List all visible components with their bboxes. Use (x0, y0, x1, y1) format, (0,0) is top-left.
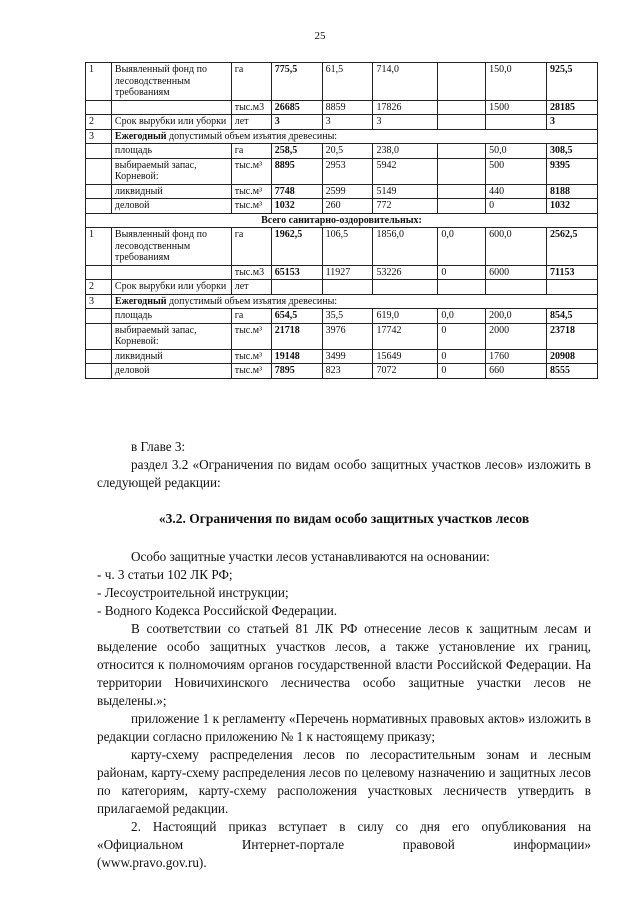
table-cell: Выявленный фонд по лесоводственным требованиям (111, 228, 231, 266)
table-cell: тыс.м³ (231, 199, 271, 214)
table-row (86, 213, 598, 228)
table-cell: 5149 (373, 184, 438, 199)
table-cell: 775,5 (271, 63, 322, 101)
table-cell: га (231, 309, 271, 324)
table-cell: 1962,5 (271, 228, 322, 266)
table-row (86, 144, 598, 159)
table-cell: 71153 (547, 265, 598, 280)
page-number: 25 (314, 30, 326, 42)
table-cell (486, 280, 547, 295)
table-cell: 1 (86, 63, 112, 101)
table-cell (86, 199, 112, 214)
table-cell: 3 (547, 115, 598, 130)
table-cell: 50,0 (486, 144, 547, 159)
table-row (86, 323, 598, 349)
table-cell: 20,5 (322, 144, 373, 159)
table-cell: 2562,5 (547, 228, 598, 266)
table-cell: 8188 (547, 184, 598, 199)
table-row (86, 100, 598, 115)
table-cell (111, 265, 231, 280)
table-row (86, 349, 598, 364)
table-cell: 3 (373, 115, 438, 130)
table-cell-text: допустимый объем изъятия древесины: (166, 130, 338, 142)
table-cell: 3976 (322, 323, 373, 349)
table-cell-text: допустимый объем изъятия древесины: (166, 295, 338, 307)
table-row (86, 158, 598, 184)
table-cell: 0,0 (438, 228, 486, 266)
table-cell: Срок вырубки или уборки (111, 280, 231, 295)
entry-into-force-paragraph: 2. Настоящий приказ вступает в силу со дня его опубликования на (131, 819, 591, 834)
table-cell: 258,5 (271, 144, 322, 159)
table-cell (322, 280, 373, 295)
table-cell (438, 115, 486, 130)
table-cell: 1032 (271, 199, 322, 214)
table-cell: 0 (438, 323, 486, 349)
table-cell: 308,5 (547, 144, 598, 159)
table-cell: площадь (111, 144, 231, 159)
table-row (86, 199, 598, 214)
table-cell: 8859 (322, 100, 373, 115)
table-cell: 65153 (271, 265, 322, 280)
table-cell: выбираемый запас, Корневой: (111, 323, 231, 349)
table-cell: 8555 (547, 364, 598, 379)
table-cell (438, 199, 486, 214)
table-cell (86, 349, 112, 364)
table-cell (438, 184, 486, 199)
table-cell: 0 (486, 199, 547, 214)
table-cell: 7895 (271, 364, 322, 379)
table-cell: площадь (111, 309, 231, 324)
table-cell: Выявленный фонд по лесоводственным требованиям (111, 63, 231, 101)
table-cell: 106,5 (322, 228, 373, 266)
table-cell: тыс.м³ (231, 158, 271, 184)
table-row (86, 280, 598, 295)
table-cell: 1032 (547, 199, 598, 214)
table-cell: 0 (438, 364, 486, 379)
basis-intro: Особо защитные участки лесов устанавливаются на основании: (131, 549, 490, 564)
table-cell: га (231, 228, 271, 266)
table-cell: 660 (486, 364, 547, 379)
table-cell: 2 (86, 115, 112, 130)
table-cell: 9395 (547, 158, 598, 184)
table-cell (86, 184, 112, 199)
table-cell: лет (231, 280, 271, 295)
table-cell: 1856,0 (373, 228, 438, 266)
table-cell (86, 309, 112, 324)
basis-item: - Водного Кодекса Российской Федерации. (97, 603, 338, 618)
table-cell: тыс.м3 (231, 100, 271, 115)
table-cell: 1760 (486, 349, 547, 364)
basis-item: - Лесоустроительной инструкции; (97, 585, 289, 600)
table-cell: 260 (322, 199, 373, 214)
table-cell: 7748 (271, 184, 322, 199)
table-cell: 619,0 (373, 309, 438, 324)
table-cell: 3 (271, 115, 322, 130)
table-cell: Срок вырубки или уборки (111, 115, 231, 130)
table-cell: 53226 (373, 265, 438, 280)
table-cell (271, 280, 322, 295)
table-cell: га (231, 63, 271, 101)
table-cell (86, 323, 112, 349)
table-cell: 17826 (373, 100, 438, 115)
table-cell (111, 294, 597, 309)
table-cell: тыс.м³ (231, 323, 271, 349)
table-cell: 8895 (271, 158, 322, 184)
table-cell: 15649 (373, 349, 438, 364)
table-cell: 3499 (322, 349, 373, 364)
forest-volume-table (85, 62, 598, 379)
table-cell: 17742 (373, 323, 438, 349)
table-cell (86, 158, 112, 184)
table-cell: 2 (86, 280, 112, 295)
table-cell: ликвидный (111, 349, 231, 364)
table-row (86, 115, 598, 130)
table-cell (373, 280, 438, 295)
table-row (86, 265, 598, 280)
table-cell (86, 100, 112, 115)
entry-into-force-paragraph-cont: «Официальном Интернет-портале правовой информации» (97, 837, 591, 852)
section-intro: раздел 3.2 «Ограничения по видам особо защитных участков лесов» изложить в следующей редакции: (97, 457, 591, 490)
table-cell: 150,0 (486, 63, 547, 101)
table-cell (486, 115, 547, 130)
table-row (86, 63, 598, 101)
table-row (86, 129, 598, 144)
table-row (86, 228, 598, 266)
table-cell: 1 (86, 228, 112, 266)
table-cell-emphasis: Ежегодный (114, 295, 167, 307)
table-cell: 3 (322, 115, 373, 130)
table-cell (86, 265, 112, 280)
table-cell: 23718 (547, 323, 598, 349)
table-row (86, 364, 598, 379)
article-81-paragraph: В соответствии со статьей 81 ЛК РФ отнесение лесов к защитным лесам и выделение особо защитных участков лесов, а также установление их границ, относится к полномочиям органов государственной власти Российской Федерации. На территории Новичихинского лесничества особо защитные участки лесов не выделены.»; (97, 621, 591, 708)
table-cell: 854,5 (547, 309, 598, 324)
table-cell: тыс.м³ (231, 349, 271, 364)
section-heading: «3.2. Ограничения по видам особо защитных участков лесов (158, 511, 530, 526)
table-row (86, 294, 598, 309)
table-cell (438, 280, 486, 295)
table-cell: 238,0 (373, 144, 438, 159)
table-cell: ликвидный (111, 184, 231, 199)
table-row (86, 184, 598, 199)
table-cell (547, 280, 598, 295)
table-row (86, 309, 598, 324)
table-cell: 21718 (271, 323, 322, 349)
table-cell: 654,5 (271, 309, 322, 324)
table-cell (111, 129, 597, 144)
table-cell: тыс.м³ (231, 364, 271, 379)
annex-paragraph: приложение 1 к регламенту «Перечень нормативных правовых актов» изложить в редакции согласно приложению № 1 к настоящему приказу; (97, 711, 591, 744)
basis-item: - ч. 3 статьи 102 ЛК РФ; (97, 567, 233, 582)
table-cell: 7072 (373, 364, 438, 379)
table-cell: 714,0 (373, 63, 438, 101)
table-cell: 925,5 (547, 63, 598, 101)
table-cell: 772 (373, 199, 438, 214)
table-cell: 35,5 (322, 309, 373, 324)
table-cell-emphasis: Ежегодный (114, 130, 167, 142)
table-cell: 200,0 (486, 309, 547, 324)
table-cell: лет (231, 115, 271, 130)
table-cell: выбираемый запас, Корневой: (111, 158, 231, 184)
table-cell (111, 100, 231, 115)
table-cell: 3 (86, 294, 112, 309)
table-cell: 600,0 (486, 228, 547, 266)
table-cell (438, 158, 486, 184)
table-cell: 2953 (322, 158, 373, 184)
table-cell: 6000 (486, 265, 547, 280)
table-cell: 0,0 (438, 309, 486, 324)
table-cell: 2000 (486, 323, 547, 349)
table-cell: 0 (438, 265, 486, 280)
table-cell: деловой (111, 199, 231, 214)
table-cell: тыс.м³ (231, 184, 271, 199)
table-cell: 1500 (486, 100, 547, 115)
table-cell: 5942 (373, 158, 438, 184)
table-cell: деловой (111, 364, 231, 379)
table-cell: 440 (486, 184, 547, 199)
table-cell: 26685 (271, 100, 322, 115)
table-cell: 0 (438, 349, 486, 364)
table-cell: 20908 (547, 349, 598, 364)
table-cell: 3 (86, 129, 112, 144)
table-cell: 500 (486, 158, 547, 184)
entry-into-force-url: (www.pravo.gov.ru). (97, 855, 207, 870)
table-cell (86, 364, 112, 379)
table-cell (86, 144, 112, 159)
table-cell: 2599 (322, 184, 373, 199)
table-cell (438, 144, 486, 159)
table-cell: 823 (322, 364, 373, 379)
table-cell: 11927 (322, 265, 373, 280)
chapter-line: в Главе 3: (131, 439, 186, 454)
table-section-header: Всего санитарно-оздоровительных: (86, 213, 598, 228)
document-body (97, 438, 591, 872)
maps-paragraph: карту-схему распределения лесов по лесорастительным зонам и лесным районам, карту-схему распределения лесов по целевому назначению и защитных лесов по категориям, карту-схему расположения участковых лесничеств утвердить в прилагаемой редакции. (97, 747, 591, 816)
table-cell: 19148 (271, 349, 322, 364)
table-cell: тыс.м3 (231, 265, 271, 280)
table-cell (438, 100, 486, 115)
table-cell: га (231, 144, 271, 159)
table-cell (438, 63, 486, 101)
table-cell: 61,5 (322, 63, 373, 101)
table-cell: 28185 (547, 100, 598, 115)
